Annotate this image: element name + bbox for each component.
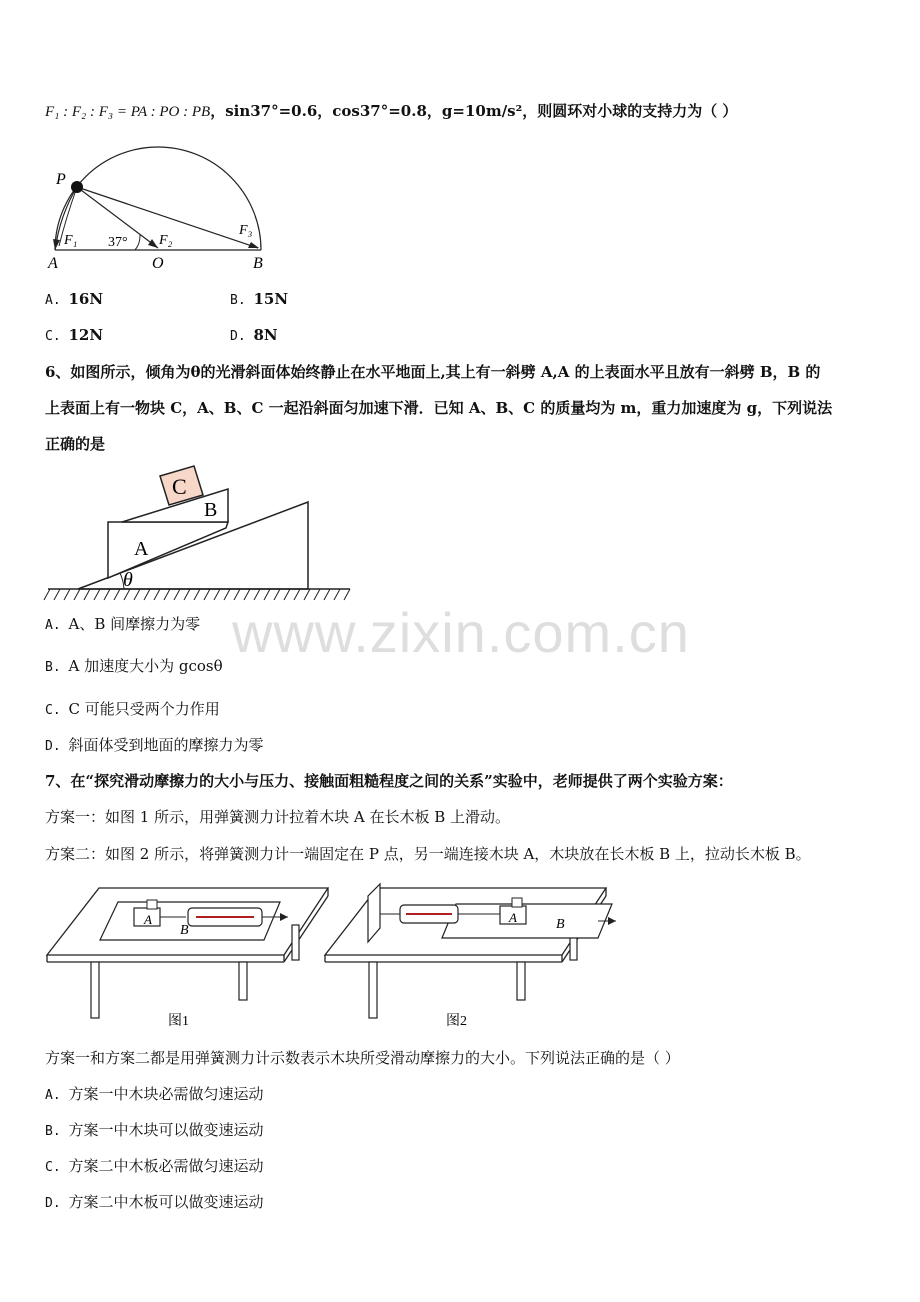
label-theta: θ bbox=[123, 569, 133, 591]
q7-option-d: D. 方案二中木板可以做变速运动 bbox=[45, 1193, 264, 1211]
leg-front-left bbox=[91, 962, 99, 1018]
q6-line-1: 6、如图所示，倾角为θ的光滑斜面体始终静止在水平地面上,其上有一斜劈 A,A 的上表面水平且放有一斜劈 B，B 的 bbox=[45, 363, 821, 381]
label-b: B bbox=[204, 499, 218, 521]
q5-option-a: A. 16N bbox=[45, 290, 104, 308]
watermark: www.zixin.com.cn bbox=[232, 601, 690, 664]
q6-option-b: B. A 加速度大小为 gcosθ bbox=[45, 657, 223, 675]
q6-line-2: 上表面上有一物块 C，A、B、C 一起沿斜面匀加速下滑．已知 A、B、C 的质量均为 m，重力加速度为 g，下列说法 bbox=[45, 399, 833, 417]
caption-fig1: 图1 bbox=[168, 1014, 189, 1029]
ball-p bbox=[71, 181, 83, 193]
q7-plan-2: 方案二：如图 2 所示，将弹簧测力计一端固定在 P 点，另一端连接木块 A，木块放在长木板 B 上，拉动长木板 B。 bbox=[45, 845, 811, 863]
q7-option-c: C. 方案二中木板必需做匀速运动 bbox=[45, 1157, 264, 1175]
label-a: A bbox=[134, 538, 149, 560]
weight bbox=[147, 900, 157, 909]
q7-option-a: A. 方案一中木块必需做匀速运动 bbox=[45, 1085, 264, 1103]
q5-option-b: B. 15N bbox=[230, 290, 289, 308]
label-c: C bbox=[172, 474, 187, 499]
semicircle bbox=[55, 147, 261, 250]
label-o: O bbox=[152, 255, 164, 272]
f3-arrowhead bbox=[248, 242, 259, 248]
q6-option-a: A. A、B 间摩擦力为零 bbox=[45, 615, 201, 633]
label-f1: F₁ bbox=[64, 233, 78, 248]
f2-arrowhead bbox=[148, 239, 158, 248]
q7-option-b: B. 方案一中木块可以做变速运动 bbox=[45, 1121, 264, 1139]
ratio-formula: F₁ : F₂ : F₃ = PA : PO : PB bbox=[45, 104, 211, 120]
label-f2: F₂ bbox=[159, 233, 173, 248]
q6-option-d: D. 斜面体受到地面的摩擦力为零 bbox=[45, 736, 264, 754]
q5-given: ，sin37°=0.6，cos37°=0.8，g=10m/s²，则圆环对小球的支持力为（ ） bbox=[210, 102, 738, 120]
label-a: A bbox=[144, 912, 152, 927]
q5-option-c: C. 12N bbox=[45, 326, 104, 344]
q6-line-3: 正确的是 bbox=[45, 435, 106, 453]
leg-front-right bbox=[517, 962, 525, 1000]
leg-back-right bbox=[292, 925, 299, 960]
leg-front-right bbox=[239, 962, 247, 1000]
q6-option-c: C. C 可能只受两个力作用 bbox=[45, 700, 220, 718]
label-a: A bbox=[48, 255, 58, 272]
label-b: B bbox=[253, 255, 263, 272]
label-b: B bbox=[556, 917, 565, 932]
q5-stem bbox=[45, 101, 737, 122]
q7-figure-2 bbox=[322, 880, 622, 1030]
q5-option-d: D. 8N bbox=[230, 326, 278, 344]
q7-figure-1 bbox=[44, 880, 334, 1030]
label-angle: 37° bbox=[108, 235, 128, 250]
leg-front-left bbox=[369, 962, 377, 1018]
q5-figure bbox=[40, 140, 280, 275]
weight bbox=[512, 898, 522, 907]
label-p: P bbox=[56, 171, 66, 188]
angle-arc bbox=[135, 235, 140, 250]
label-b: B bbox=[180, 923, 189, 938]
q7-stem: 方案一和方案二都是用弹簧测力计示数表示木块所受滑动摩擦力的大小。下列说法正确的是（ ） bbox=[45, 1049, 680, 1067]
label-a: A bbox=[509, 910, 517, 925]
ground-hatching bbox=[44, 589, 350, 600]
board-b bbox=[442, 904, 612, 938]
q6-figure bbox=[40, 462, 360, 607]
q7-line-1: 7、在“探究滑动摩擦力的大小与压力、接触面粗糙程度之间的关系”实验中，老师提供了两个实验方案： bbox=[45, 772, 733, 790]
label-f3: F₃ bbox=[239, 223, 253, 238]
caption-fig2: 图2 bbox=[446, 1014, 467, 1029]
q7-plan-1: 方案一：如图 1 所示，用弹簧测力计拉着木块 A 在长木板 B 上滑动。 bbox=[45, 808, 511, 826]
